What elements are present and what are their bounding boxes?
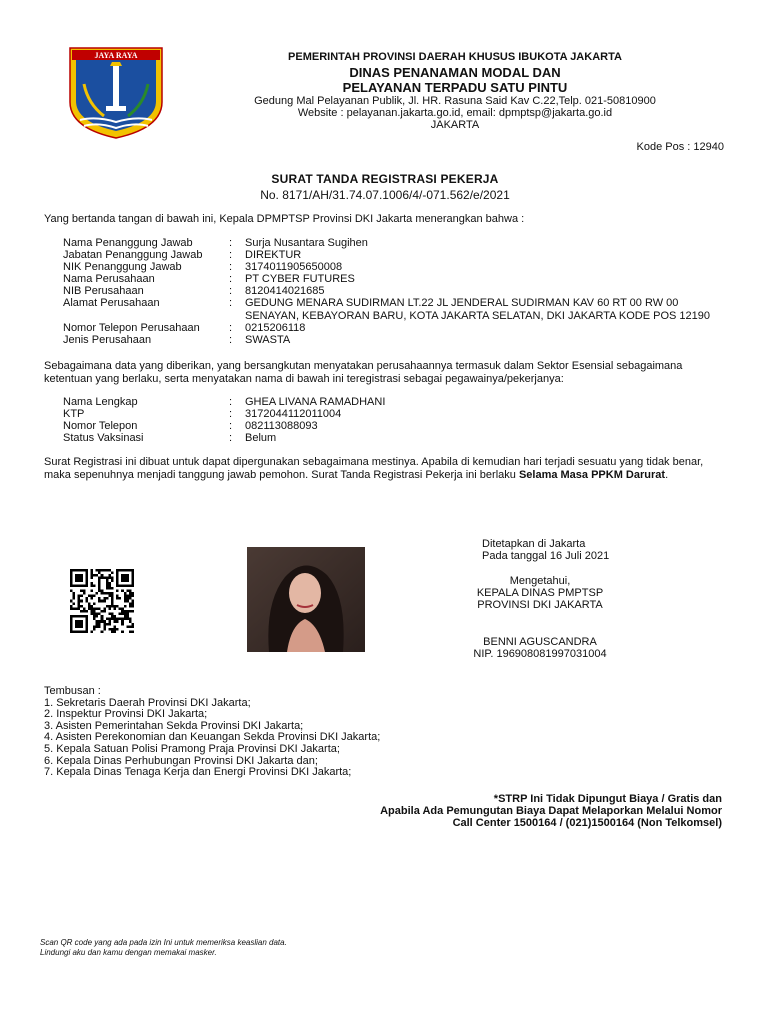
jaya-raya-logo-icon: [66, 44, 166, 140]
header-government: PEMERINTAH PROVINSI DAERAH KHUSUS IBUKOTA JAKARTA: [288, 51, 622, 63]
list-item: 1. Sekretaris Daerah Provinsi DKI Jakarta;: [44, 696, 251, 709]
field-value: GEDUNG MENARA SUDIRMAN LT.22 JL JENDERAL SUDIRMAN KAV 60 RT 00 RW 00: [245, 297, 679, 309]
validity-statement: Surat Registrasi ini dibuat untuk dapat dipergunakan sebagaimana mestinya. Apabila di kemudian hari terjadi sesuatu yang tidak benar, maka sepenuhnya menjadi tanggung jawab pemohon. Surat Tanda Registrasi Pekerja ini berlaku Selama Masa PPKM Darurat.: [44, 456, 704, 481]
header-city: JAKARTA: [430, 119, 480, 131]
signature-place: Ditetapkan di Jakarta: [482, 538, 586, 550]
header-agency-line2: PELAYANAN TERPADU SATU PINTU: [342, 80, 568, 95]
document-number: No. 8171/AH/31.74.07.1006/4/-071.562/e/2021: [260, 188, 510, 202]
field-value: DIREKTUR: [245, 249, 302, 261]
list-item: 4. Asisten Perekonomian dan Keuangan Sekda Provinsi DKI Jakarta;: [44, 731, 381, 744]
field-value: GHEA LIVANA RAMADHANI: [245, 396, 386, 408]
postal-code: Kode Pos : 12940: [636, 141, 724, 153]
field-label: Jabatan Penanggung Jawab: [63, 249, 203, 261]
header-agency-line1: DINAS PENANAMAN MODAL DAN: [349, 65, 561, 80]
field-label: NIB Perusahaan: [63, 285, 144, 297]
sector-statement: Sebagaimana data yang diberikan, yang bersangkutan menyatakan perusahaannya termasuk dalam Sektor Esensial sebagaimana ketentuan yang berlaku, serta menyatakan nama di bawah ini teregistrasi sebagai pegawainya/pekerjanya:: [44, 360, 683, 385]
carbon-copy-title: Tembusan :: [44, 685, 101, 697]
validity-text: Surat Registrasi ini dibuat untuk dapat dipergunakan sebagaimana mestinya. Apabila di kemudian hari terjadi sesuatu yang tidak benar, maka sepenuhnya menjadi tanggung jawab pemohon. Surat Tanda Registrasi Pekerja ini berlaku: [44, 456, 704, 481]
footer-note: [40, 938, 287, 958]
field-label: Nama Penanggung Jawab: [63, 237, 193, 249]
field-label: Alamat Perusahaan: [63, 297, 160, 309]
footer-mask-note: Lindungi aku dan kamu dengan memakai masker.: [40, 948, 217, 957]
field-label: Nama Perusahaan: [63, 273, 155, 285]
field-value: PT CYBER FUTURES: [245, 273, 355, 285]
document-title: SURAT TANDA REGISTRASI PEKERJA: [271, 172, 499, 186]
worker-photo: [247, 547, 365, 652]
signature-date: Pada tanggal 16 Juli 2021: [482, 550, 610, 562]
field-label: Nomor Telepon Perusahaan: [63, 322, 200, 334]
field-value: 3174011905650008: [245, 261, 343, 273]
field-value: Belum: [245, 432, 277, 444]
free-of-charge-notice: [380, 793, 722, 829]
notice-line: Apabila Ada Pemungutan Biaya Dapat Melaporkan Melalui Nomor: [380, 805, 722, 817]
field-value: Surja Nusantara Sugihen: [245, 237, 368, 249]
field-value: 0215206118: [245, 322, 306, 334]
notice-line: *STRP Ini Tidak Dipungut Biaya / Gratis dan: [493, 793, 722, 805]
field-label: Nomor Telepon: [63, 420, 138, 432]
list-item: 5. Kepala Satuan Polisi Pramong Praja Provinsi DKI Jakarta;: [44, 742, 340, 755]
notice-line: Call Center 1500164 / (021)1500164 (Non Telkomsel): [452, 817, 722, 829]
field-value: SWASTA: [245, 334, 291, 346]
intro-text: Yang bertanda tangan di bawah ini, Kepala DPMPTSP Provinsi DKI Jakarta menerangkan bahwa :: [44, 213, 525, 225]
field-label: Nama Lengkap: [63, 396, 138, 408]
signatory-name: BENNI AGUSCANDRA: [483, 636, 597, 648]
field-value: 8120414021685: [245, 285, 325, 297]
header-address: Gedung Mal Pelayanan Publik, Jl. HR. Rasuna Said Kav C.22,Telp. 021-50810900: [254, 95, 656, 107]
signature-role-province: PROVINSI DKI JAKARTA: [477, 599, 603, 611]
logo-banner-text: JAYA RAYA: [94, 51, 138, 60]
list-item: 6. Kepala Dinas Perhubungan Provinsi DKI Jakarta dan;: [44, 754, 318, 767]
field-value-continued: SENAYAN, KEBAYORAN BARU, KOTA JAKARTA SELATAN, DKI JAKARTA KODE POS 12190: [245, 310, 711, 322]
signature-role: KEPALA DINAS PMPTSP: [476, 587, 604, 599]
signature-acknowledge: Mengetahui,: [509, 575, 571, 587]
qr-code-icon: [70, 569, 134, 633]
carbon-copy-list: [44, 686, 380, 779]
field-label: Jenis Perusahaan: [63, 334, 152, 346]
signatory-nip: NIP. 196908081997031004: [473, 648, 607, 660]
header-website: Website : pelayanan.jakarta.go.id, email: dpmptsp@jakarta.go.id: [297, 107, 613, 119]
validity-period: Selama Masa PPKM Darurat: [518, 469, 666, 481]
field-value: 3172044112011004: [245, 408, 342, 420]
list-item: 3. Asisten Pemerintahan Sekda Provinsi DKI Jakarta;: [44, 719, 304, 732]
footer-qr-note: Scan QR code yang ada pada izin Ini untuk memeriksa keaslian data.: [40, 938, 287, 947]
field-value: 082113088093: [245, 420, 318, 432]
field-label: KTP: [63, 408, 85, 420]
field-label: NIK Penanggung Jawab: [63, 261, 182, 273]
field-label: Status Vaksinasi: [63, 432, 144, 444]
list-item: 2. Inspektur Provinsi DKI Jakarta;: [44, 708, 208, 721]
list-item: 7. Kepala Dinas Tenaga Kerja dan Energi Provinsi DKI Jakarta;: [44, 766, 352, 779]
